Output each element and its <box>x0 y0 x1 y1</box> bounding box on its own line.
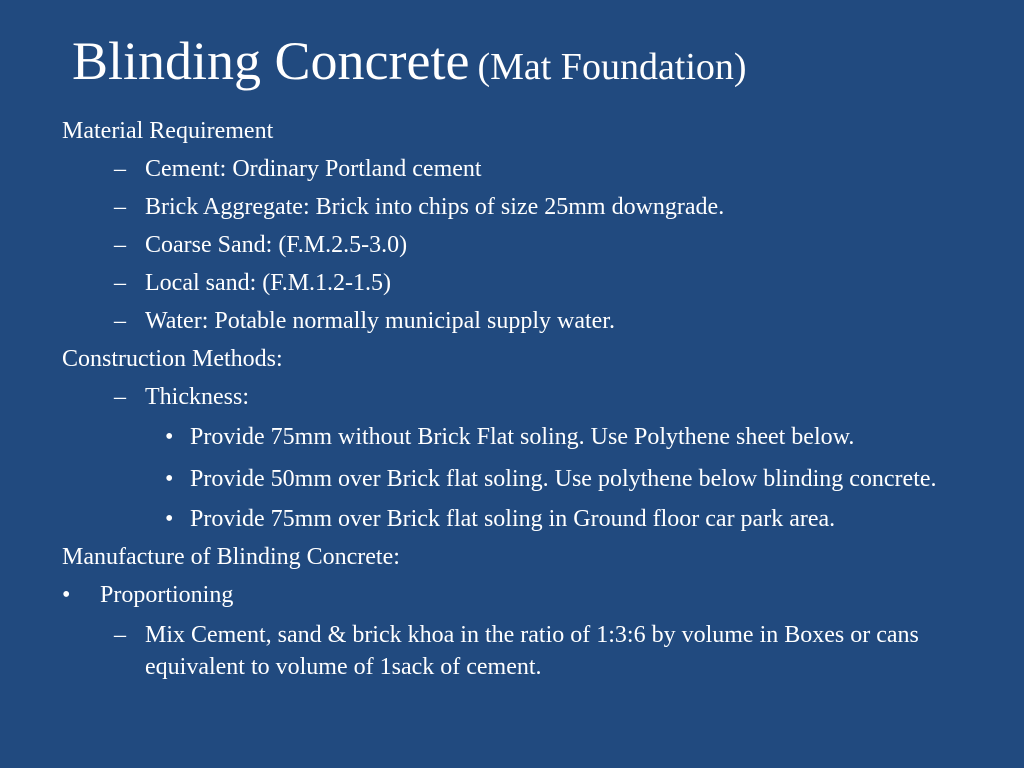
list-item <box>62 505 1002 533</box>
manufacture-heading: Manufacture of Blinding Concrete: <box>62 544 400 570</box>
slide-title <box>72 31 747 91</box>
dash-marker: – <box>114 308 126 334</box>
list-item <box>62 269 1002 297</box>
list-item <box>62 193 1002 221</box>
list-item <box>62 307 1002 335</box>
thickness-point-50mm-over: Provide 50mm over Brick flat soling. Use polythene below blinding concrete. <box>190 466 937 492</box>
bullet-marker: • <box>165 424 174 450</box>
title-subtitle: (Mat Foundation) <box>477 46 747 88</box>
list-item <box>62 383 1002 411</box>
list-item <box>62 581 1002 609</box>
list-item <box>62 421 1002 453</box>
thickness-point-75mm-car-park: Provide 75mm over Brick flat soling in Ground floor car park area. <box>190 506 836 532</box>
proportioning-detail: Mix Cement, sand & brick khoa in the ratio of 1:3:6 by volume in Boxes or cans equivalent to volume of 1sack of cement. <box>145 622 919 680</box>
material-item-coarse-sand: Coarse Sand: (F.M.2.5-3.0) <box>145 232 408 258</box>
thickness-subheading: Thickness: <box>145 384 249 410</box>
thickness-point-75mm-without: Provide 75mm without Brick Flat soling. Use Polythene sheet below. <box>190 424 855 450</box>
dash-marker: – <box>114 194 126 220</box>
dash-marker: – <box>114 384 126 410</box>
list-item <box>62 463 1002 495</box>
dash-marker: – <box>114 156 126 182</box>
material-item-water: Water: Potable normally municipal supply water. <box>145 308 615 334</box>
bullet-marker: • <box>165 506 174 532</box>
dash-marker: – <box>114 232 126 258</box>
dash-marker: – <box>114 270 126 296</box>
proportioning-bullet: Proportioning <box>100 582 234 608</box>
title-main: Blinding Concrete <box>72 31 470 91</box>
material-item-brick-aggregate: Brick Aggregate: Brick into chips of size 25mm downgrade. <box>145 194 725 220</box>
list-item <box>62 231 1002 259</box>
list-item <box>62 619 1002 683</box>
material-item-local-sand: Local sand: (F.M.1.2-1.5) <box>145 270 392 296</box>
dash-marker: – <box>114 622 126 648</box>
material-item-cement: Cement: Ordinary Portland cement <box>145 156 482 182</box>
bullet-marker: • <box>165 466 174 492</box>
material-heading: Material Requirement <box>62 118 274 144</box>
list-item <box>62 155 1002 183</box>
bullet-marker: • <box>62 582 71 608</box>
construction-heading: Construction Methods: <box>62 346 283 372</box>
slide-content <box>62 117 1002 693</box>
